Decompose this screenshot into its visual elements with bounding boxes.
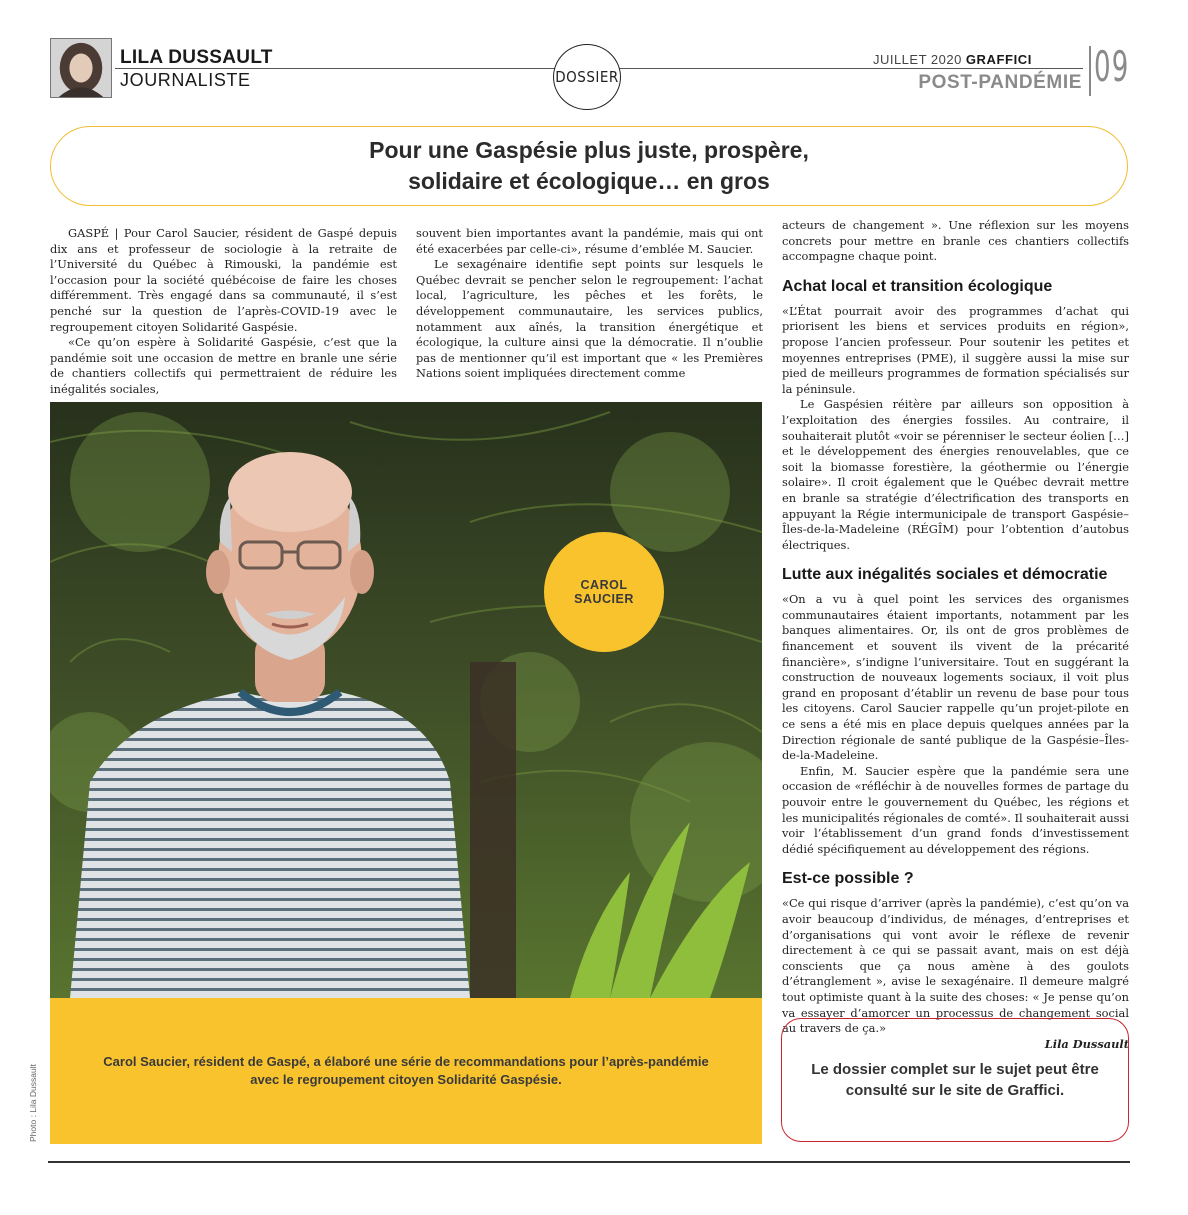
issue-info: [873, 52, 1032, 67]
page-number-divider: [1089, 46, 1091, 96]
headline: [369, 135, 809, 197]
section-title: POST-PANDÉMIE: [918, 72, 1082, 93]
paragraph: «Ce qu’on espère à Solidarité Gaspésie, c’est que la pandémie soit une occasion de mettre en branle une série de chantiers collectifs qui permettraient de réduire les inégalités sociales,: [50, 335, 397, 396]
subhead-possible: Est-ce possible ?: [782, 870, 914, 888]
dossier-callout: [781, 1018, 1129, 1142]
page-number: 09: [1094, 42, 1130, 91]
dossier-label: DOSSIER: [555, 68, 619, 86]
portrait-illustration: [50, 402, 762, 998]
callout-text: Le dossier complet sur le sujet peut être consulté sur le site de Graffici.: [811, 1061, 1099, 1099]
author-avatar: [50, 38, 112, 98]
paragraph: acteurs de changement ». Une réflexion sur les moyens concrets pour mettre en branle ces chantiers collectifs accompagne chaque point.: [782, 218, 1129, 264]
issue-date: JUILLET 2020: [872, 52, 962, 67]
caption-box: [50, 998, 762, 1144]
headline-line-1: Pour une Gaspésie plus juste, prospère,: [369, 137, 809, 163]
paragraph: Enfin, M. Saucier espère que la pandémie sera une occasion de «réfléchir à de nouvelles formes de partage du pouvoir entre le gouvernement du Québec, les régions et les municipalités régionales de comté». Il souhaiterait aussi voir l’établissement d’un grand fonds d’investissement dédié spécifiquement au développement des régions.: [782, 763, 1129, 856]
paragraph: «Ce qui risque d’arriver (après la pandémie), c’est qu’on va avoir beaucoup d’individus, de ménages, d’entreprises et d’organisations qui vont avoir le réflexe de revenir directement à ce qui se passait avant, mais on est déjà conscients que ça nous amène à des goulots d’étranglement », avise le sexagénaire. Il demeure malgré tout optimiste quant à la suite des choses: « Je pense qu’on va essayer d’amorcer un processus de changement social au travers de ça.»: [782, 896, 1129, 1036]
dossier-badge: [553, 44, 621, 110]
paragraph: Le Gaspésien réitère par ailleurs son opposition à l’exploitation des énergies fossiles. Au contraire, il souhaiterait plutôt «voir se pérenniser le secteur éolien […] et le développement des énergies renouvelables, que ce soit la biomasse forestière, la géothermie ou l’énergie solaire». Il croit également que le Québec devrait mettre en branle sa stratégie d’électrification des transports en appuyant la Régie intermunicipale de transport Gaspésie– Îles-de-la-Madeleine (RÉGÎM) pour l’obtention d’autobus électriques.: [782, 397, 1129, 552]
portrait-photo: [50, 402, 762, 998]
headline-box: [50, 126, 1128, 206]
headline-line-2: solidaire et écologique… en gros: [408, 168, 770, 194]
author-role: JOURNALISTE: [120, 70, 251, 90]
author-name: LILA DUSSAULT: [120, 47, 273, 68]
publication-name: GRAFFICI: [965, 52, 1032, 67]
name-badge-first: CAROL: [580, 578, 628, 592]
article-column-1: [50, 226, 397, 398]
photo-credit: Photo : Lila Dussault: [28, 1064, 38, 1142]
name-badge-text: [574, 578, 634, 606]
footer-rule: [48, 1161, 1130, 1163]
article-column-2: [416, 226, 763, 382]
paragraph: «On a vu à quel point les services des organismes communautaires étaient importants, notamment par les banques alimentaires. Or, ils ont de gros problèmes de financement et souvent ils vivent de la précarité financière», s’indigne l’universitaire. Tout en suggérant la construction de nouveaux logements sociaux, il voit plus grand en proposant d’établir un revenu de base pour tous les citoyens. Carol Saucier rappelle qu’un projet-pilote en ce sens a été mis en place depuis quelques années par la Direction régionale de santé publique de la Gaspésie–Îles-de-la-Madeleine.: [782, 592, 1129, 763]
photo-caption: Carol Saucier, résident de Gaspé, a élaboré une série de recommandations pour l’après-pandémie avec le regroupement citoyen Solidarité Gaspésie.: [103, 1054, 709, 1087]
subhead-achat-local: Achat local et transition écologique: [782, 277, 1053, 295]
paragraph: GASPÉ | Pour Carol Saucier, résident de Gaspé depuis dix ans et professeur de sociologie à la retraite de l’Université du Québec à Rimouski, la pandémie est l’occasion pour la société québécoise de faire les choses différemment. Très engagé dans sa communauté, il s’est penché sur la question de l’après-COVID-19 avec le regroupement citoyen Solidarité Gaspésie.: [50, 226, 397, 334]
author-portrait-image: [51, 39, 111, 97]
name-badge-last: SAUCIER: [574, 592, 634, 606]
paragraph: souvent bien importantes avant la pandémie, mais qui ont été exacerbées par celle-ci», résume d’emblée M. Saucier.: [416, 226, 763, 256]
name-badge: [544, 532, 664, 652]
article-column-3: [782, 218, 1129, 1052]
paragraph: Le sexagénaire identifie sept points sur lesquels le Québec devrait se pencher selon le regroupement: l’achat local, l’agriculture, les pêches et les forêts, le développement communautaire, les services publics, notamment aux aînés, la transition énergétique et écologique, la culture ainsi que la démocratie. Il n’oublie pas de mentionner qu’il est important que « les Premières Nations soient impliquées directement comme: [416, 257, 763, 381]
subhead-inegalites: Lutte aux inégalités sociales et démocratie: [782, 566, 1108, 584]
paragraph: «L’État pourrait avoir des programmes d’achat qui priorisent les biens et services produits en région», propose l’ancien professeur. Pour soutenir les petites et moyennes entreprises (PME), il suggère aussi la mise sur pied de meilleurs programmes de formation spécialisés sur la péninsule.: [782, 303, 1129, 396]
author-signature: Lila Dussault: [1044, 1036, 1129, 1051]
